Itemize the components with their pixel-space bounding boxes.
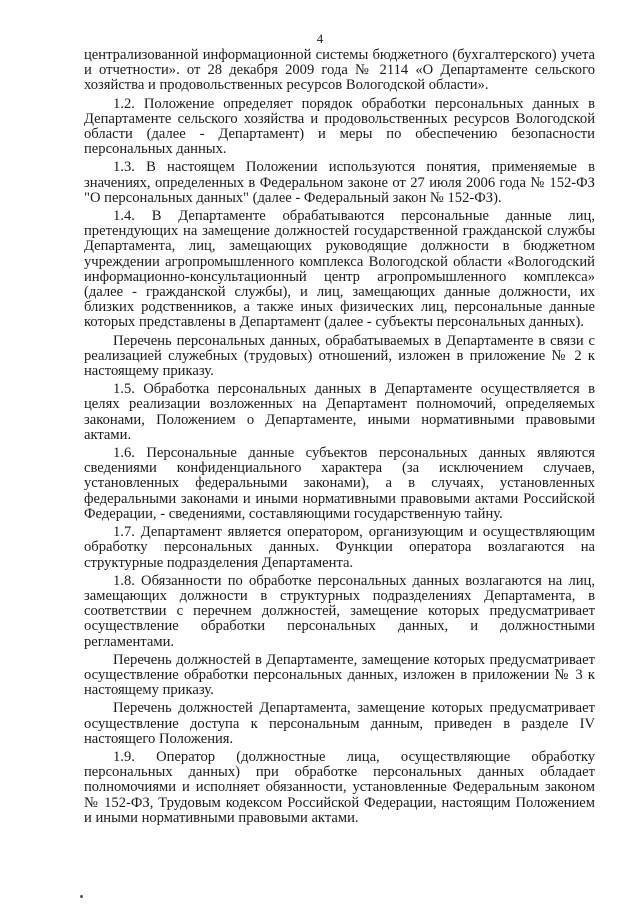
paragraph-1-9: 1.9. Оператор (должностные лица, осуществляющие обработку персональных данных) при обработке персональных данных обладает полномочиями и исполняет обязанности, установленные Федеральным законом № 152-ФЗ, Трудовым кодексом Российской Федерации, настоящим Положением и иными нормативными правовыми актами. bbox=[84, 748, 595, 826]
scan-dot-mark bbox=[80, 895, 83, 898]
page-number: 4 bbox=[316, 31, 324, 46]
paragraph-list-personal-data: Перечень персональных данных, обрабатываемых в Департаменте в связи с реализацией служебных (трудовых) отношений, изложен в приложение № 2 к настоящему приказу. bbox=[84, 332, 595, 380]
paragraph-1-2: 1.2. Положение определяет порядок обработки персональных данных в Департаменте сельского хозяйства и продовольственных ресурсов Вологодской области (далее - Департамент) и меры по обеспечению безопасности персональных данных. bbox=[84, 95, 595, 158]
paragraph-list-positions-processing: Перечень должностей в Департаменте, замещение которых предусматривает осуществление обработки персональных данных, изложен в приложении № 3 к настоящему приказу. bbox=[84, 651, 595, 699]
paragraph-list-positions-access: Перечень должностей Департамента, замещение которых предусматривает осуществление доступа к персональным данным, приведен в разделе IV настоящего Положения. bbox=[84, 700, 595, 747]
paragraph-1-4: 1.4. В Департаменте обрабатываются персональные данные лиц, претендующих на замещение должностей государственной гражданской службы Департамента, лиц, замещающих руководящие должности в бюджетном учреждении агропромышленного комплекса Вологодской области «Вологодский информационно-консультационный центр агропромышленного комплекса» (далее - гражданской службы), и лиц, замещающих данные должности, их близких родственников, а также иных физических лиц, персональные данные которых представлены в Департамент (далее - субъекты персональных данных). bbox=[84, 208, 595, 331]
paragraph-1-5: 1.5. Обработка персональных данных в Департаменте осуществляется в целях реализации возложенных на Департамент полномочий, определяемых законами, Положением о Департаменте, иными нормативными правовыми актами. bbox=[84, 381, 595, 443]
document-body bbox=[84, 48, 595, 829]
paragraph-1-7: 1.7. Департамент является оператором, организующим и осуществляющим обработку персональных данных. Функции оператора возлагаются на структурные подразделения Департамента. bbox=[84, 524, 595, 571]
paragraph-intro-continuation: централизованной информационной системы бюджетного (бухгалтерского) учета и отчетности». от 28 декабря 2009 года № 2114 «О Департаменте сельского хозяйства и продовольственных ресурсов Вологодской области». bbox=[84, 47, 595, 94]
paragraph-1-6: 1.6. Персональные данные субъектов персональных данных являются сведениями конфиденциального характера (за исключением случаев, установленных федеральными законами), а в случаях, установленных федеральными законами и иными нормативными правовыми актами Российской Федерации, - сведениями, составляющими государственную тайну. bbox=[84, 445, 595, 522]
paragraph-1-3: 1.3. В настоящем Положении используются понятия, применяемые в значениях, определенных в Федеральном законе от 27 июля 2006 года № 152-ФЗ "О персональных данных" (далее - Федеральный закон № 152-ФЗ). bbox=[84, 159, 595, 206]
paragraph-1-8: 1.8. Обязанности по обработке персональных данных возлагаются на лиц, замещающих должности в структурных подразделениях Департамента, в соответствии с перечнем должностей, замещение которых предусматривает осуществление обработки персональных данных, и должностными регламентами. bbox=[84, 572, 595, 650]
